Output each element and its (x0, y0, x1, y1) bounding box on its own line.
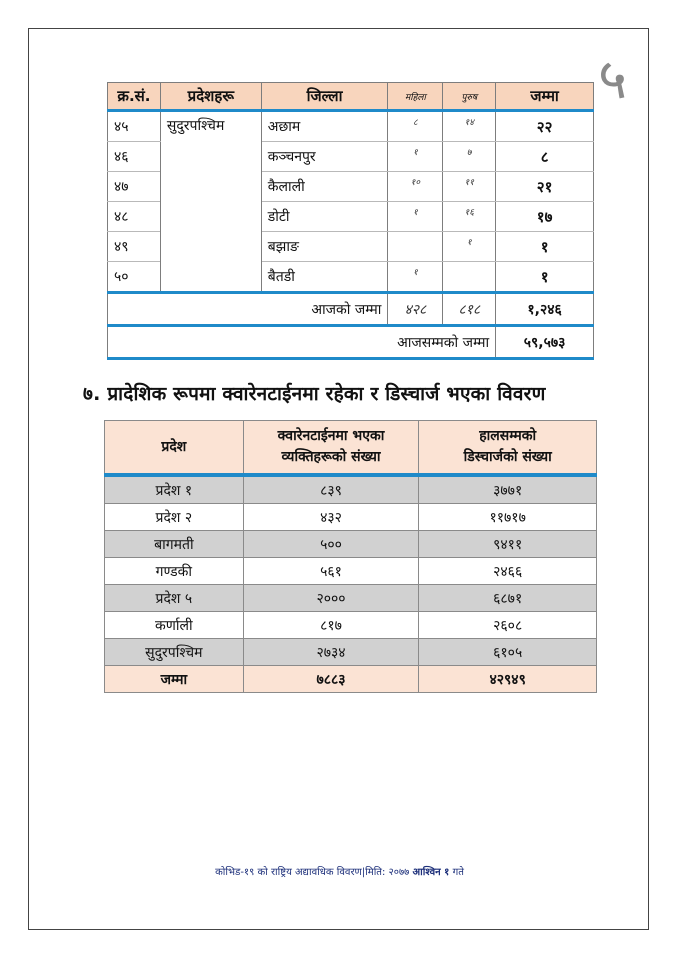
serial-cell: ४५ (108, 111, 161, 142)
district-cell: कैलाली (261, 172, 388, 202)
male-cell: ७ (443, 142, 496, 172)
male-cell: १६ (443, 202, 496, 232)
table-total-row (105, 666, 597, 693)
quarantine-cell: ८१७ (243, 612, 419, 639)
quarantine-cell: ५६१ (243, 558, 419, 585)
female-cell (388, 232, 443, 262)
cumulative-total-label: आजसम्मको जम्मा (108, 326, 496, 359)
header-discharged (419, 421, 597, 476)
female-cell: १ (388, 202, 443, 232)
header-discharged-line1: हालसम्मको (479, 428, 537, 444)
province-cell: प्रदेश १ (105, 475, 244, 504)
header-total: जम्मा (496, 83, 594, 111)
table-row (105, 558, 597, 585)
quarantine-cell: २००० (243, 585, 419, 612)
table-header-row (105, 421, 597, 476)
district-cases-table (107, 82, 594, 360)
province-cell: बागमती (105, 531, 244, 558)
district-cell: कञ्चनपुर (261, 142, 388, 172)
province-cell: प्रदेश २ (105, 504, 244, 531)
header-province: प्रदेशहरू (160, 83, 261, 111)
serial-cell: ४८ (108, 202, 161, 232)
today-male-total: ८१८ (443, 293, 496, 326)
province-cell: प्रदेश ५ (105, 585, 244, 612)
page-footer (0, 864, 679, 878)
table-row (105, 475, 597, 504)
header-male: पुरुष (443, 83, 496, 111)
male-cell (443, 262, 496, 293)
province-cell: सुदुरपश्चिम (160, 111, 261, 293)
province-cell: कर्णाली (105, 612, 244, 639)
serial-cell: ४७ (108, 172, 161, 202)
table-row (105, 585, 597, 612)
table-row (105, 639, 597, 666)
total-cell: २१ (496, 172, 594, 202)
quarantine-cell: ८३९ (243, 475, 419, 504)
discharged-cell: ९४११ (419, 531, 597, 558)
total-quarantine: ७८८३ (243, 666, 419, 693)
total-cell: १ (496, 262, 594, 293)
table-row (108, 111, 594, 142)
discharged-cell: ११७१७ (419, 504, 597, 531)
header-quarantine (243, 421, 419, 476)
header-serial: क्र.सं. (108, 83, 161, 111)
table-header-row (108, 83, 594, 111)
serial-cell: ५० (108, 262, 161, 293)
discharged-cell: ३७७१ (419, 475, 597, 504)
quarantine-cell: २७३४ (243, 639, 419, 666)
female-cell: ८ (388, 111, 443, 142)
discharged-cell: ६८७१ (419, 585, 597, 612)
discharged-cell: २६०८ (419, 612, 597, 639)
footer-text: कोभिड-१९ को राष्ट्रिय अद्यावधिक विवरण|मिति: २०७७ (215, 867, 410, 878)
quarantine-cell: ५०० (243, 531, 419, 558)
today-female-total: ४२८ (388, 293, 443, 326)
total-cell: १७ (496, 202, 594, 232)
province-cell: गण्डकी (105, 558, 244, 585)
table-row (105, 612, 597, 639)
male-cell: १४ (443, 111, 496, 142)
header-female: महिला (388, 83, 443, 111)
district-cell: बझाङ (261, 232, 388, 262)
section-heading: ७. प्रादेशिक रूपमा क्वारेनटाईनमा रहेका र डिस्चार्ज भएका विवरण (83, 383, 546, 405)
today-total-row (108, 293, 594, 326)
female-cell: १ (388, 142, 443, 172)
header-discharged-line2: डिस्चार्जको संख्या (463, 449, 552, 465)
serial-cell: ४९ (108, 232, 161, 262)
total-cell: ८ (496, 142, 594, 172)
total-cell: २२ (496, 111, 594, 142)
cumulative-total-value: ५९,५७३ (496, 326, 594, 359)
page-number: ५ (598, 47, 628, 112)
district-cell: अछाम (261, 111, 388, 142)
province-cell: सुदुरपश्चिम (105, 639, 244, 666)
table-row (105, 504, 597, 531)
male-cell: ११ (443, 172, 496, 202)
header-quarantine-line1: क्वारेनटाईनमा भएका (277, 428, 385, 444)
district-cell: डोटी (261, 202, 388, 232)
total-cell: १ (496, 232, 594, 262)
female-cell: १ (388, 262, 443, 293)
male-cell: १ (443, 232, 496, 262)
header-quarantine-line2: व्यक्तिहरूको संख्या (281, 449, 381, 465)
quarantine-cell: ४३२ (243, 504, 419, 531)
table-row (105, 531, 597, 558)
total-label: जम्मा (105, 666, 244, 693)
province-quarantine-table (104, 420, 597, 693)
serial-cell: ४६ (108, 142, 161, 172)
female-cell: १० (388, 172, 443, 202)
footer-date-bold: आश्विन १ (412, 867, 450, 878)
cumulative-total-row (108, 326, 594, 359)
discharged-cell: ६१०५ (419, 639, 597, 666)
today-grand-total: १,२४६ (496, 293, 594, 326)
footer-end: गते (452, 867, 464, 878)
discharged-cell: २४६६ (419, 558, 597, 585)
header-province: प्रदेश (105, 421, 244, 476)
total-discharged: ४२९४९ (419, 666, 597, 693)
today-total-label: आजको जम्मा (108, 293, 388, 326)
district-cell: बैतडी (261, 262, 388, 293)
header-district: जिल्ला (261, 83, 388, 111)
